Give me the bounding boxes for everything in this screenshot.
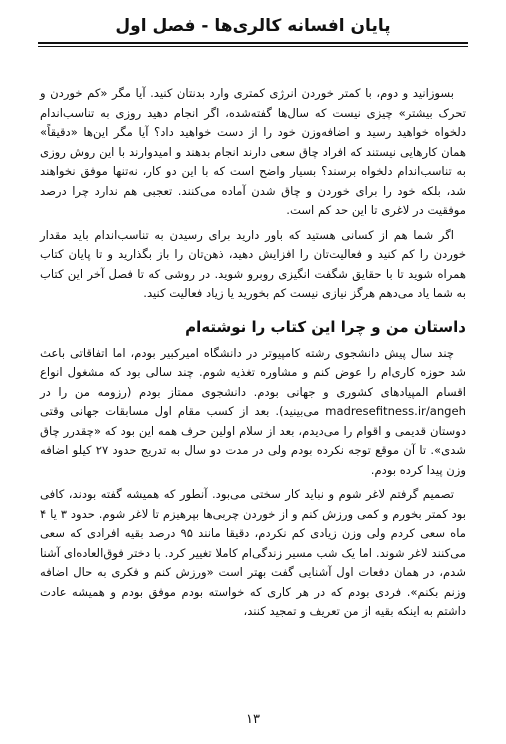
header-divider	[38, 42, 468, 47]
paragraph: تصمیم گرفتم لاغر شوم و نباید کار سختی می‌بود. آنطور که همیشه گفته بودند، کافی بود کمتر بخورم و کمی ورزش کنم و از خوردن چربی‌ها بپرهیزم تا لاغر شوم. حدود ۳ یا ۴ ماه سعی کردم ولی وزن زیادی کم نکردم، دقیقا مانند ۹۵ درصد بقیه افرادی که سعی می‌کنند لاغر شوند. اما یک شب مسیر زندگی‌ام کاملا تغییر کرد. با دختر فوق‌العاده‌ای آشنا شدم، در همان دفعات اول آشنایی گفت بهتر است «ورزش کنم و فکری به حال اضافه وزنم بکنم». فردی بودم که در هر کاری که خواسته بودم موفق بودم و همیشه عادت داشتم به اینکه بقیه از من تعریف و تمجید کنند،	[40, 487, 467, 618]
page-header	[38, 14, 468, 47]
section-heading: داستان من و چرا این کتاب را نوشته‌ام	[185, 317, 466, 336]
paragraph: بسوزانید و دوم، با کمتر خوردن انرژی کمتری وارد بدنتان کنید. آیا مگر «کم خوردن و تحرک بیشتر» چیزی نیست که سال‌ها گفته‌شده، اگر انجام دهید روزی به تناسب‌اندام دلخواه خواهید رسید و اضافه‌وزن خود را از دست خواهید داد؟ آیا مگر این‌ها «دقیقاً» همان کارهایی نیستند که افراد چاق سعی دارند انجام بدهند و امیدوارند با این روش روزی به تناسب‌اندام دلخواه برسند؟ بسیار واضح است که با این دو کار، نه‌تنها موفق نخواهند شد، بلکه خود را برای خوردن و چاق شدن آماده می‌کنند. تعجبی هم ندارد چرا درصد موفقیت در لاغری تا این حد کم است.	[40, 86, 466, 217]
website-link[interactable]: madresefitness.ir/angeh	[325, 404, 467, 418]
chapter-title: پایان افسانه کالری‌ها - فصل اول	[115, 16, 391, 36]
paragraph	[40, 344, 466, 481]
page-number: ۱۳	[246, 712, 260, 727]
paragraph: اگر شما هم از کسانی هستید که باور دارید برای رسیدن به تناسب‌اندام باید مقدار خوردن را کم کنید و فعالیت‌تان را افزایش دهید، ذهن‌تان را باز بگذارید و تا پایان کتاب همراه شوید تا با حقایق شگفت انگیزی روبرو شوید. در روشی که تا فصل آخر این کتاب به شما یاد می‌دهم هرگز نیازی نیست کم بخورید یا زیاد فعالیت کنید.	[40, 227, 466, 300]
page-body	[40, 84, 466, 622]
paragraph-text: چند سال پیش دانشجوی رشته کامپیوتر در دانشگاه امیرکبیر بودم، اما اتفاقاتی باعث شد حوزه کاری‌ام را عوض کنم و مشاوره تغذیه شوم. چند سالی بود که مشغول انواع اقسام المپیادهای کشوری و جهانی بودم. دانشجوی ممتاز بودم (رزومه من را در	[40, 345, 466, 399]
paragraph-text: می‌بینید). بعد از کسب مقام اول مسابقات جهانی وقتی دوستان قدیمی و اقوام را می‌دیدم، بعد از سلام اولین حرف همه این بود که «چقدرر چاق شدی». تا آن موقع توجه نکرده بودم ولی در مدت دو سال به تدریج حدود ۲۷ کیلو اضافه وزن پیدا کرده بودم.	[40, 404, 466, 477]
